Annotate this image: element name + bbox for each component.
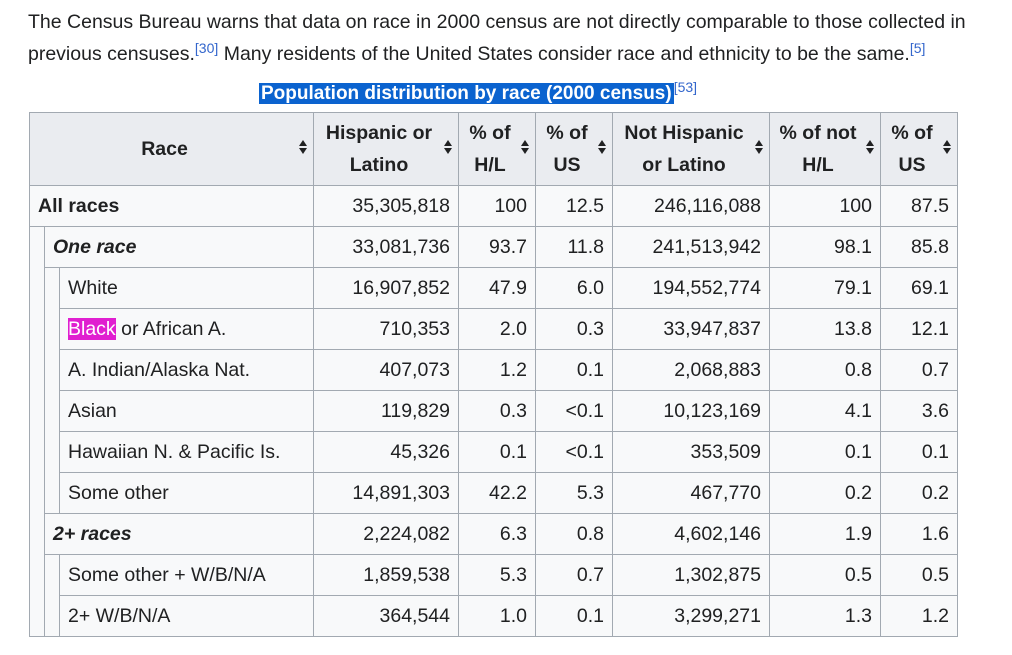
sort-arrows-icon[interactable] <box>521 139 529 155</box>
indent-cell <box>45 268 60 514</box>
race-cell: Some other <box>60 473 314 514</box>
pct-us-2-cell: 0.7 <box>881 350 958 391</box>
pct-us-2-cell: 0.5 <box>881 555 958 596</box>
pct-hl-cell: 5.3 <box>459 555 536 596</box>
pct-us-cell: 0.1 <box>536 350 613 391</box>
race-cell: Black or African A. <box>60 309 314 350</box>
not-hispanic-cell: 4,602,146 <box>613 514 770 555</box>
header-pct-us-2[interactable]: % of US <box>881 113 958 186</box>
not-hispanic-cell: 467,770 <box>613 473 770 514</box>
race-cell: One race <box>45 227 314 268</box>
table-row <box>30 432 958 473</box>
pct-us-cell: 12.5 <box>536 186 613 227</box>
pct-not-hl-cell: 1.9 <box>770 514 881 555</box>
header-not-hispanic[interactable]: Not Hispanic or Latino <box>613 113 770 186</box>
table-row <box>30 268 958 309</box>
table-row <box>30 555 958 596</box>
pct-us-2-cell: 87.5 <box>881 186 958 227</box>
header-pct-hl[interactable]: % of H/L <box>459 113 536 186</box>
pct-hl-cell: 0.3 <box>459 391 536 432</box>
table-row <box>30 309 958 350</box>
hispanic-cell: 1,859,538 <box>314 555 459 596</box>
pct-us-2-cell: 12.1 <box>881 309 958 350</box>
table-row <box>30 186 958 227</box>
not-hispanic-cell: 33,947,837 <box>613 309 770 350</box>
table-row <box>30 473 958 514</box>
pct-not-hl-cell: 100 <box>770 186 881 227</box>
pct-us-2-cell: 1.2 <box>881 596 958 637</box>
pct-hl-cell: 100 <box>459 186 536 227</box>
caption-title: Population distribution by race (2000 census) <box>261 83 672 104</box>
hispanic-cell: 35,305,818 <box>314 186 459 227</box>
sort-arrows-icon[interactable] <box>943 139 951 155</box>
table-row <box>30 391 958 432</box>
pct-not-hl-cell: 4.1 <box>770 391 881 432</box>
pct-us-2-cell: 3.6 <box>881 391 958 432</box>
pct-not-hl-cell: 0.5 <box>770 555 881 596</box>
sort-arrows-icon[interactable] <box>866 139 874 155</box>
table-row <box>30 514 958 555</box>
pct-us-cell: 6.0 <box>536 268 613 309</box>
pct-not-hl-cell: 0.1 <box>770 432 881 473</box>
pct-not-hl-cell: 0.2 <box>770 473 881 514</box>
race-cell: 2+ races <box>45 514 314 555</box>
pct-us-2-cell: 85.8 <box>881 227 958 268</box>
pct-hl-cell: 42.2 <box>459 473 536 514</box>
hispanic-cell: 14,891,303 <box>314 473 459 514</box>
not-hispanic-cell: 194,552,774 <box>613 268 770 309</box>
race-cell: Asian <box>60 391 314 432</box>
not-hispanic-cell: 10,123,169 <box>613 391 770 432</box>
pct-us-cell: 11.8 <box>536 227 613 268</box>
hispanic-cell: 45,326 <box>314 432 459 473</box>
sort-arrows-icon[interactable] <box>598 139 606 155</box>
header-hispanic[interactable]: Hispanic or Latino <box>314 113 459 186</box>
pct-not-hl-cell: 0.8 <box>770 350 881 391</box>
hispanic-cell: 710,353 <box>314 309 459 350</box>
table-row <box>30 596 958 637</box>
pct-us-cell: 0.3 <box>536 309 613 350</box>
pct-us-cell: <0.1 <box>536 432 613 473</box>
pct-us-2-cell: 1.6 <box>881 514 958 555</box>
hispanic-cell: 407,073 <box>314 350 459 391</box>
not-hispanic-cell: 353,509 <box>613 432 770 473</box>
pct-hl-cell: 0.1 <box>459 432 536 473</box>
race-cell: 2+ W/B/N/A <box>60 596 314 637</box>
not-hispanic-cell: 246,116,088 <box>613 186 770 227</box>
hispanic-cell: 364,544 <box>314 596 459 637</box>
intro-text-1: The Census Bureau warns that data on race in 2000 census are not directly comparable to those collected in previous censuses. <box>28 11 966 65</box>
pct-not-hl-cell: 1.3 <box>770 596 881 637</box>
not-hispanic-cell: 241,513,942 <box>613 227 770 268</box>
header-pct-not-hl[interactable]: % of not H/L <box>770 113 881 186</box>
sort-arrows-icon[interactable] <box>444 139 452 155</box>
pct-hl-cell: 1.2 <box>459 350 536 391</box>
header-race[interactable]: Race <box>30 113 314 186</box>
pct-us-2-cell: 69.1 <box>881 268 958 309</box>
intro-text-2: Many residents of the United States consider race and ethnicity to be the same. <box>218 43 910 65</box>
not-hispanic-cell: 2,068,883 <box>613 350 770 391</box>
indent-cell <box>30 227 45 637</box>
intro-paragraph <box>28 6 1003 70</box>
not-hispanic-cell: 1,302,875 <box>613 555 770 596</box>
sort-arrows-icon[interactable] <box>299 139 307 155</box>
search-highlight: Black <box>68 317 116 340</box>
sort-arrows-icon[interactable] <box>755 139 763 155</box>
indent-cell <box>45 555 60 637</box>
pct-hl-cell: 47.9 <box>459 268 536 309</box>
pct-us-cell: <0.1 <box>536 391 613 432</box>
race-cell: Hawaiian N. & Pacific Is. <box>60 432 314 473</box>
race-cell: White <box>60 268 314 309</box>
pct-us-2-cell: 0.2 <box>881 473 958 514</box>
pct-us-cell: 0.8 <box>536 514 613 555</box>
pct-not-hl-cell: 13.8 <box>770 309 881 350</box>
pct-not-hl-cell: 79.1 <box>770 268 881 309</box>
hispanic-cell: 16,907,852 <box>314 268 459 309</box>
race-cell: A. Indian/Alaska Nat. <box>60 350 314 391</box>
table-row <box>30 350 958 391</box>
hispanic-cell: 33,081,736 <box>314 227 459 268</box>
race-cell: Some other + W/B/N/A <box>60 555 314 596</box>
pct-hl-cell: 2.0 <box>459 309 536 350</box>
hispanic-cell: 2,224,082 <box>314 514 459 555</box>
header-pct-us[interactable]: % of US <box>536 113 613 186</box>
citation-30[interactable]: [30] <box>194 40 219 56</box>
citation-5[interactable]: [5] <box>909 40 926 56</box>
table-row <box>30 227 958 268</box>
pct-hl-cell: 6.3 <box>459 514 536 555</box>
pct-hl-cell: 93.7 <box>459 227 536 268</box>
population-table <box>29 112 958 637</box>
not-hispanic-cell: 3,299,271 <box>613 596 770 637</box>
pct-us-cell: 5.3 <box>536 473 613 514</box>
pct-hl-cell: 1.0 <box>459 596 536 637</box>
citation-53[interactable]: [53] <box>673 79 698 95</box>
pct-us-cell: 0.1 <box>536 596 613 637</box>
pct-not-hl-cell: 98.1 <box>770 227 881 268</box>
pct-us-cell: 0.7 <box>536 555 613 596</box>
pct-us-2-cell: 0.1 <box>881 432 958 473</box>
race-cell: All races <box>30 186 314 227</box>
table-caption <box>259 80 697 110</box>
hispanic-cell: 119,829 <box>314 391 459 432</box>
